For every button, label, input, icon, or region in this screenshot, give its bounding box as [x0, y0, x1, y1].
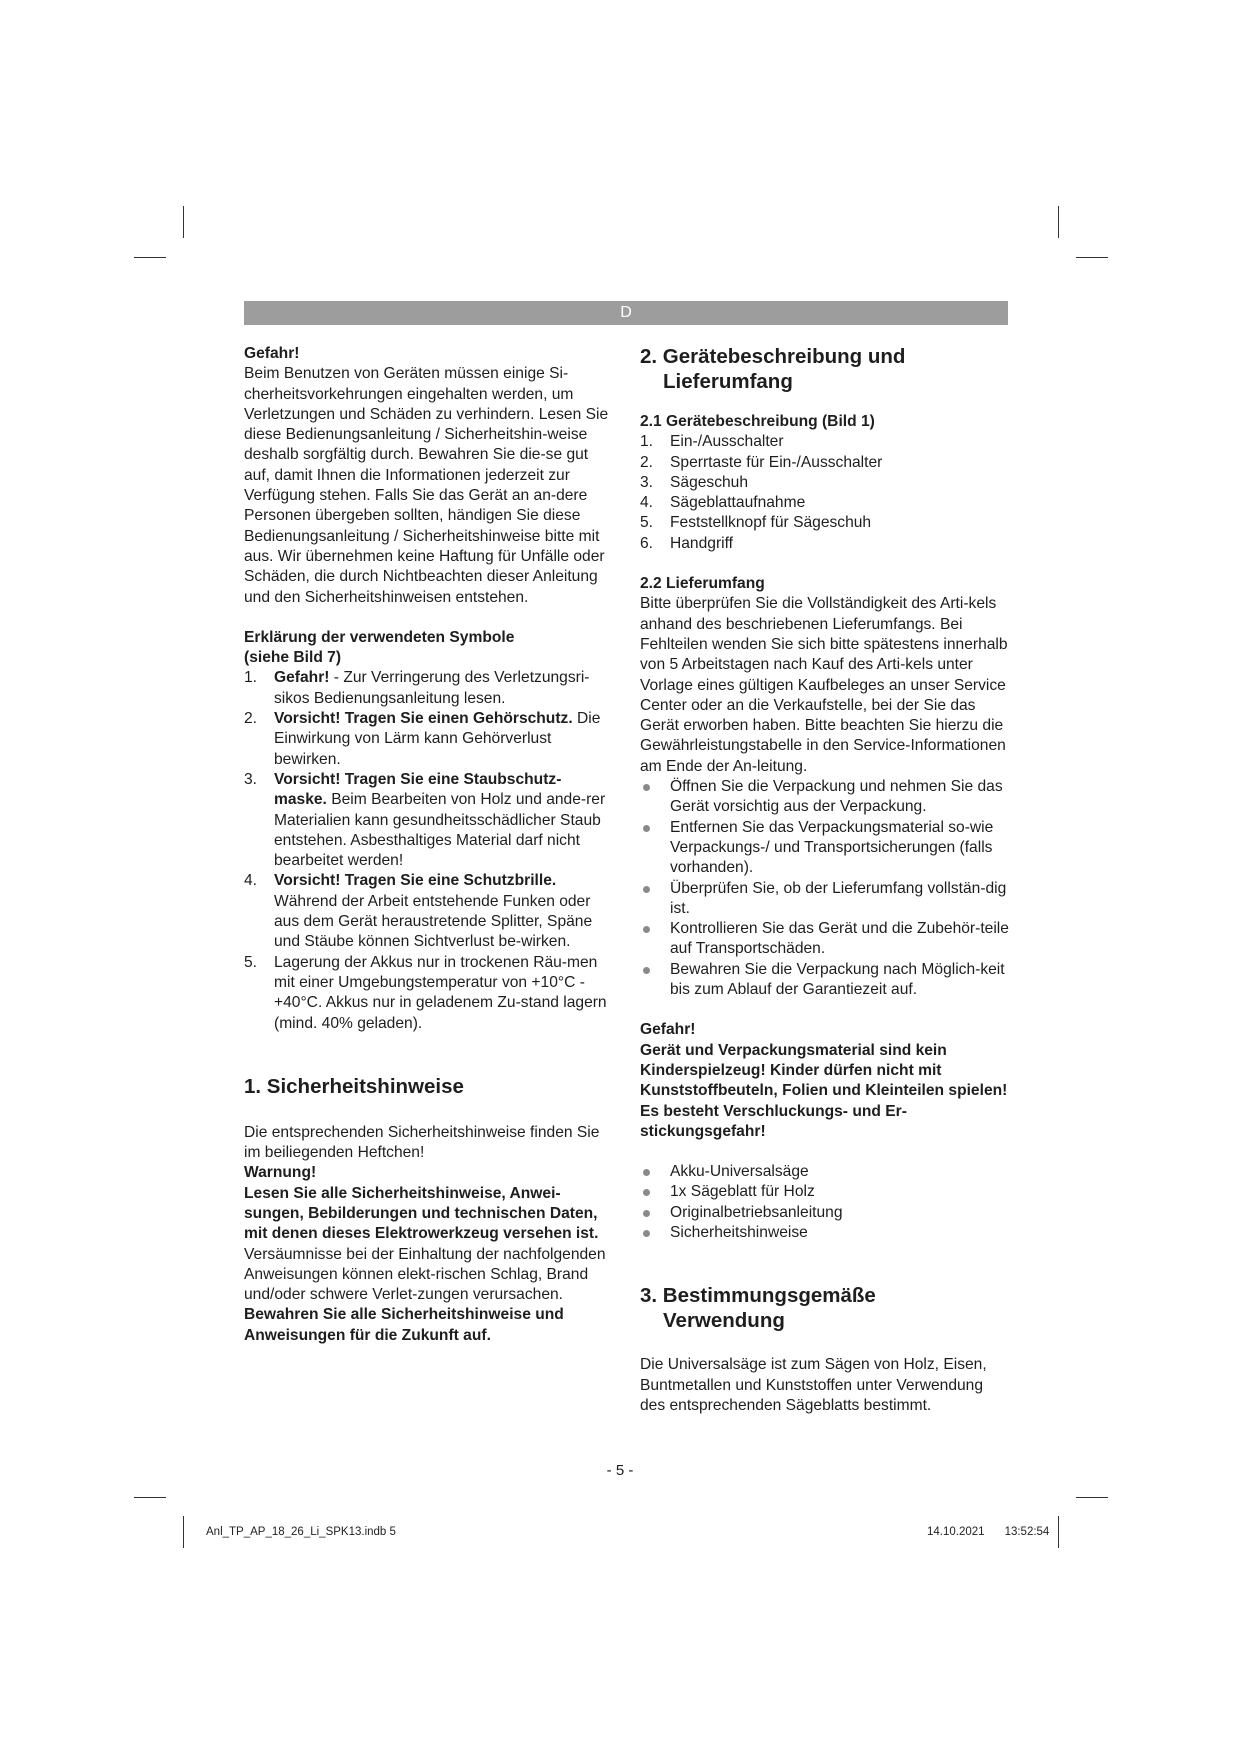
section-2-title-line2: Lieferumfang	[663, 370, 793, 393]
list-item	[640, 493, 1012, 513]
symbols-heading: Erklärung der verwendeten Symbole	[244, 628, 515, 646]
section-3-paragraph: Die Universalsäge ist zum Sägen von Holz, Eisen, Buntmetallen und Kunststoffen unter Verwendung des entsprechenden Sägeblatts bestimmt.	[640, 1356, 987, 1414]
section-3-title	[640, 1283, 1012, 1333]
crop-mark	[183, 1516, 184, 1548]
crop-mark	[183, 206, 184, 238]
item-text: Die Einwirkung von Lärm kann Gehörverlust bewirken.	[274, 710, 601, 768]
footer-timestamp	[927, 1526, 1049, 1538]
list-item	[640, 1223, 1012, 1243]
item-text: Sperrtaste für Ein-/Ausschalter	[670, 453, 883, 471]
item-text: Ein-/Ausschalter	[670, 433, 784, 451]
list-item	[640, 879, 1012, 920]
item-number: 3.	[244, 770, 258, 788]
item-number: 4.	[244, 872, 258, 890]
section-2-title	[640, 344, 1012, 394]
crop-mark	[1076, 257, 1108, 258]
warning-paragraph	[244, 1184, 614, 1306]
list-item	[640, 818, 1012, 879]
item-text: Lagerung der Akkus nur in trockenen Räu-men mit einer Umgebungstemperatur von +10°C - +40°C. Akkus nur in geladenem Zu-stand lagern (mind. 40% geladen).	[274, 953, 607, 1032]
item-bold: Vorsicht! Tragen Sie eine Schutzbrille.	[274, 872, 557, 890]
item-text: Sicherheitshinweise	[670, 1223, 808, 1241]
danger-paragraph-right: Gerät und Verpackungsmaterial sind kein Kinderspielzeug! Kinder dürfen nicht mit Kunststoffbeuteln, Folien und Kleinteilen spielen! Es besteht Verschluckungs- und Er-stickungsgefahr!	[640, 1041, 1008, 1140]
bullet-icon	[643, 825, 650, 832]
list-item	[640, 453, 1012, 473]
bullet-icon	[643, 1189, 650, 1196]
item-number: 2.	[244, 710, 258, 728]
bullet-icon	[643, 1230, 650, 1237]
item-text: Während der Arbeit entstehende Funken oder aus dem Gerät heraustretende Splitter, Späne und Stäube können Sichtverlust be-wirken.	[274, 892, 593, 951]
bullet-icon	[643, 1169, 650, 1176]
item-text: Sägeschuh	[670, 473, 749, 491]
list-item	[640, 1203, 1012, 1223]
danger-paragraph: Beim Benutzen von Geräten müssen einige Si-cherheitsvorkehrungen eingehalten werden, um Verletzungen und Schäden zu verhindern. Lesen Sie diese Bedienungsanleitung / Sicherheitshin-weise deshalb sorgfältig durch. Bewahren Sie die-se gut auf, damit Ihnen die Informationen jederzeit zur Verfügung stehen. Falls Sie das Gerät an an-dere Personen übergeben sollten, händigen Sie diese Bedienungsanleitung / Sicherheitshinweise bitte mit aus. Wir übernehmen keine Haftung für Unfälle oder Schäden, die durch Nichtbeachten dieser Anleitung und den Sicherheitshinweisen entstehen.	[244, 365, 609, 606]
list-item	[244, 709, 614, 770]
list-item	[640, 432, 1012, 452]
unpacking-steps	[640, 777, 1012, 1000]
symbols-heading-ref: (siehe Bild 7)	[244, 649, 342, 667]
bullet-icon	[643, 886, 650, 893]
crop-mark	[1058, 1516, 1059, 1548]
item-number: 6.	[640, 534, 654, 552]
list-item	[244, 770, 614, 871]
item-text: Akku-Universalsäge	[670, 1163, 809, 1181]
item-number: 5.	[640, 514, 654, 532]
section-3-title-line1: 3. Bestimmungsgemäße	[640, 1284, 876, 1308]
item-bold: Gefahr!	[274, 669, 330, 687]
footer-time: 13:52:54	[1004, 1526, 1050, 1538]
bullet-icon	[643, 784, 650, 791]
item-number: 4.	[640, 494, 654, 512]
language-code: D	[620, 304, 632, 321]
item-bold: Vorsicht! Tragen Sie einen Gehörschutz.	[274, 710, 573, 728]
left-column	[244, 344, 614, 1346]
list-item	[244, 668, 614, 709]
scope-paragraph: Bitte überprüfen Sie die Vollständigkeit des Arti-kels anhand des beschriebenen Lieferumfangs. Bei Fehlteilen wenden Sie sich bitte spätestens innerhalb von 5 Arbeitstagen nach Kauf des Arti-kels unter Vorlage eines gültigen Kaufbeleges an unser Service Center oder an die Verkaufstelle, bei der Sie das Gerät erworben haben. Bitte beachten Sie hierzu die Gewährleistungstabelle in den Service-Informationen am Ende der An-leitung.	[640, 595, 1008, 775]
item-text: - Zur Verringerung des Verletzungsri-sikos Bedienungsanleitung lesen.	[274, 669, 590, 707]
list-item	[640, 777, 1012, 818]
list-item	[244, 871, 614, 952]
crop-mark	[134, 257, 166, 258]
item-text: Entfernen Sie das Verpackungsmaterial so-wie Verpackungs-/ und Transportsicherungen (falls vorhanden).	[670, 818, 994, 877]
item-text: 1x Sägeblatt für Holz	[670, 1183, 815, 1201]
item-text: Bewahren Sie die Verpackung nach Möglich-keit bis zum Ablauf der Garantiezeit auf.	[670, 960, 1005, 999]
item-text: Handgriff	[670, 534, 733, 552]
section-2-1-title: 2.1 Gerätebeschreibung (Bild 1)	[640, 413, 875, 430]
warning-text: Versäumnisse bei der Einhaltung der nachfolgenden Anweisungen können elekt-rischen Schlag, Brand und/oder schwere Verlet-zungen verursachen.	[244, 1245, 606, 1304]
bullet-icon	[643, 926, 650, 933]
item-bold: Vorsicht! Tragen Sie eine Staubschutz-maske.	[274, 770, 562, 809]
warning-bold-text: Lesen Sie alle Sicherheitshinweise, Anwei-sungen, Bebilderungen und technischen Daten, mit denen dieses Elektrowerkzeug versehen ist.	[244, 1184, 599, 1243]
parts-list	[640, 432, 1012, 554]
item-number: 3.	[640, 473, 654, 491]
crop-mark	[1058, 206, 1059, 238]
crop-mark	[1076, 1497, 1108, 1498]
section-3-title-line2: Verwendung	[663, 1309, 785, 1333]
item-number: 5.	[244, 953, 258, 971]
item-text: Kontrollieren Sie das Gerät und die Zubehör-teile auf Transportschäden.	[670, 920, 1009, 958]
symbols-list	[244, 668, 614, 1033]
footer-date: 14.10.2021	[927, 1526, 985, 1538]
list-item	[640, 473, 1012, 493]
list-item	[640, 1162, 1012, 1182]
page-number: - 5 -	[606, 1462, 634, 1479]
scope-of-delivery-list	[640, 1162, 1012, 1243]
item-number: 2.	[640, 453, 654, 471]
section-2-2-title: 2.2 Lieferumfang	[640, 575, 765, 593]
item-text: Überprüfen Sie, ob der Lieferumfang vollstän-dig ist.	[670, 879, 1007, 917]
list-item	[640, 919, 1012, 960]
keep-instructions: Bewahren Sie alle Sicherheitshinweise und Anweisungen für die Zukunft auf.	[244, 1306, 564, 1344]
item-number: 1.	[640, 433, 654, 451]
warning-title: Warnung!	[244, 1164, 317, 1182]
crop-mark	[134, 1497, 166, 1498]
item-number: 1.	[244, 669, 258, 687]
danger-title: Gefahr!	[244, 345, 300, 362]
section-1-intro: Die entsprechenden Sicherheitshinweise finden Sie im beiliegenden Heftchen!	[244, 1123, 600, 1162]
bullet-icon	[643, 967, 650, 974]
right-column	[640, 344, 1012, 1416]
section-1-title: 1. Sicherheitshinweise	[244, 1074, 464, 1098]
item-text: Öffnen Sie die Verpackung und nehmen Sie das Gerät vorsichtig aus der Verpackung.	[670, 778, 1003, 816]
item-text: Beim Bearbeiten von Holz und ande-rer Materialien kann gesundheitsschädlicher Staub entstehen. Asbesthaltiges Material darf nicht bearbeitet werden!	[274, 791, 606, 870]
list-item	[640, 513, 1012, 533]
list-item	[244, 953, 614, 1034]
item-text: Originalbetriebsanleitung	[670, 1203, 843, 1221]
item-text: Sägeblattaufnahme	[670, 494, 806, 512]
footer-filename: Anl_TP_AP_18_26_Li_SPK13.indb 5	[206, 1526, 396, 1538]
danger-title-right: Gefahr!	[640, 1021, 696, 1039]
section-2-title-line1: 2. Gerätebeschreibung und	[640, 345, 906, 368]
list-item	[640, 534, 1012, 554]
language-header-bar	[244, 301, 1008, 325]
bullet-icon	[643, 1210, 650, 1217]
list-item	[640, 960, 1012, 1001]
list-item	[640, 1182, 1012, 1202]
item-text: Feststellknopf für Sägeschuh	[670, 514, 872, 532]
